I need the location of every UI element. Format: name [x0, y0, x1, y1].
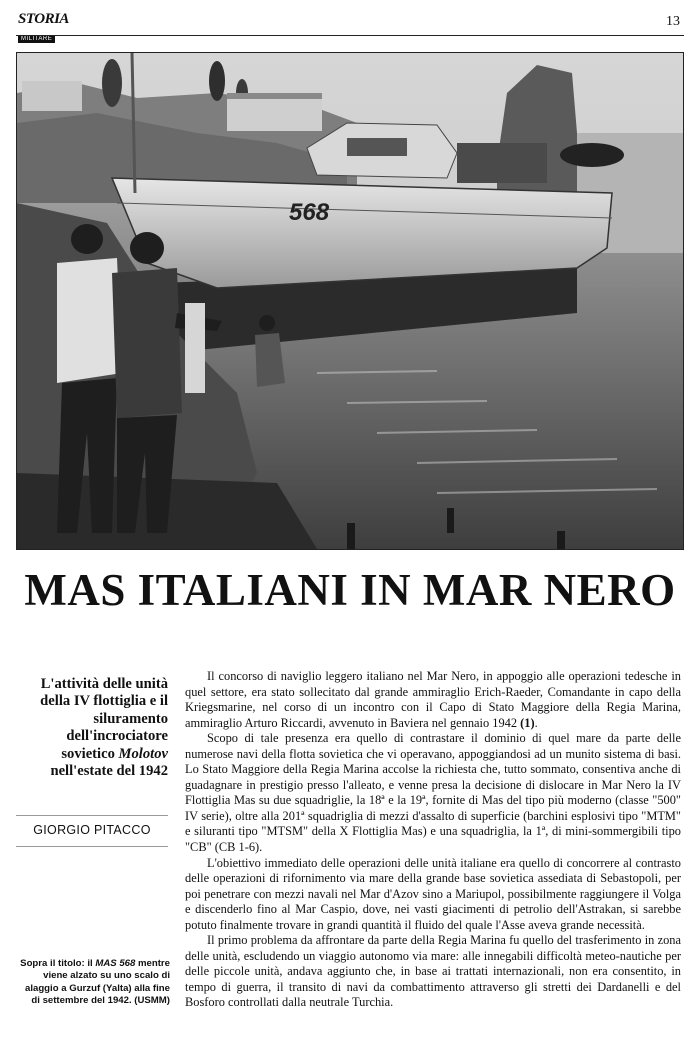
photo-caption — [16, 958, 170, 1008]
caption-boat-name: MAS 568 — [95, 958, 136, 969]
paragraph-2: Scopo di tale presenza era quello di contrastare il dominio di quel mare da parte delle numerose navi della flotta sovietica che vi operavano, appoggiandosi ad un munito sistema di basi. Lo Stato Maggiore della Regia Marina accolse la richiesta che, tutto sommato, consentiva anche di guadagnare in prestigio presso l'alleato, e venne presa la decisione di dislocare in Mar Nero la IV Flottiglia Mas su due squadriglie, la 18ª e la 19ª, fornite di Mas del tipo più moderno (classe "500" IV serie), oltre alla 201ª squadriglia di mezzi d'assalto di superficie (barchini esplosivi tipo "MTM" e siluranti tipo "MTSM" della X Flottiglia Mas) e una squadriglia, la 1ª, di mini-sommergibili tipo "CB" (CB 1-6). — [185, 731, 681, 855]
page-number: 13 — [666, 14, 680, 29]
subtitle-text: L'attività delle unità della IV flottiglia e il siluramento dell'incrociatore sovietico — [40, 676, 168, 762]
subtitle-ship-name: Molotov — [118, 745, 168, 762]
logo-title: STORIA — [18, 11, 69, 27]
page-header — [16, 8, 684, 42]
caption-text-end: mentre viene alzato su uno scalo di alaggio a Gurzuf (Yalta) alla fine di settembre del 1942. (USMM) — [24, 958, 170, 1007]
photo-illustration — [17, 53, 683, 549]
paragraph-4: Il primo problema da affrontare da parte della Regia Marina fu quello del trasferimento in zona delle unità, escludendo un viaggio autonomo via mare: alle innegabili difficoltà meteo-nautiche per delle piccole unità, andava aggiunto che, in base ai trattati internazionali, non era consentito, in tempo di guerra, il transito di navi da combattimento attraverso gli stretti dei Dardanelli e del Bosforo controllati dalla neutrale Turchia. — [185, 933, 681, 1010]
paragraph-3: L'obiettivo immediato delle operazioni delle unità italiane era quello di concorrere al contrasto delle operazioni di rifornimento via mare della grande base sovietica assediata di Sebastopoli, per poi penetrare con mezzi navali nel Mar d'Azov sino a Mariupol, possibilmente raggiungere il Volga e discenderlo fino al Mar Caspio, dove, nei vasti giacimenti di petrolio dell'Astrakan, si sarebbe potuto finalmente trovare in grandi quantità il fluido del quale l'Asse aveva grande necessità. — [185, 855, 681, 932]
paragraph-1 — [185, 669, 681, 731]
paragraph-text: Il concorso di naviglio leggero italiano nel Mar Nero, in appoggio alle operazioni tedesche in quel settore, era stato sollecitato dal grande ammiraglio Erich-Raeder, Comandante in capo della Kriegsmarine, nel corso di un incontro con il Capo di Stato Maggiore della Regia Marina, ammiraglio Arturo Riccardi, avvenuto in Baviera nel gennaio 1942 — [185, 669, 681, 730]
subtitle-text-end: nell'estate del 1942 — [50, 763, 168, 780]
caption-text: Sopra il titolo: il — [20, 958, 93, 969]
logo-subtitle: MILITARE — [18, 36, 55, 43]
author-name: GIORGIO PITACCO — [33, 823, 151, 837]
header-rule — [16, 35, 684, 36]
article-body — [185, 669, 681, 1011]
article-title: MAS ITALIANI IN MAR NERO — [24, 565, 676, 615]
article-photo — [16, 52, 684, 550]
article-subtitle — [20, 676, 168, 780]
boat-number: 568 — [289, 199, 330, 226]
magazine-logo — [18, 11, 70, 42]
author-rule-top — [16, 815, 168, 816]
footnote-ref: (1) — [520, 715, 535, 730]
author-rule-bottom — [16, 846, 168, 847]
paragraph-end: . — [534, 715, 538, 730]
